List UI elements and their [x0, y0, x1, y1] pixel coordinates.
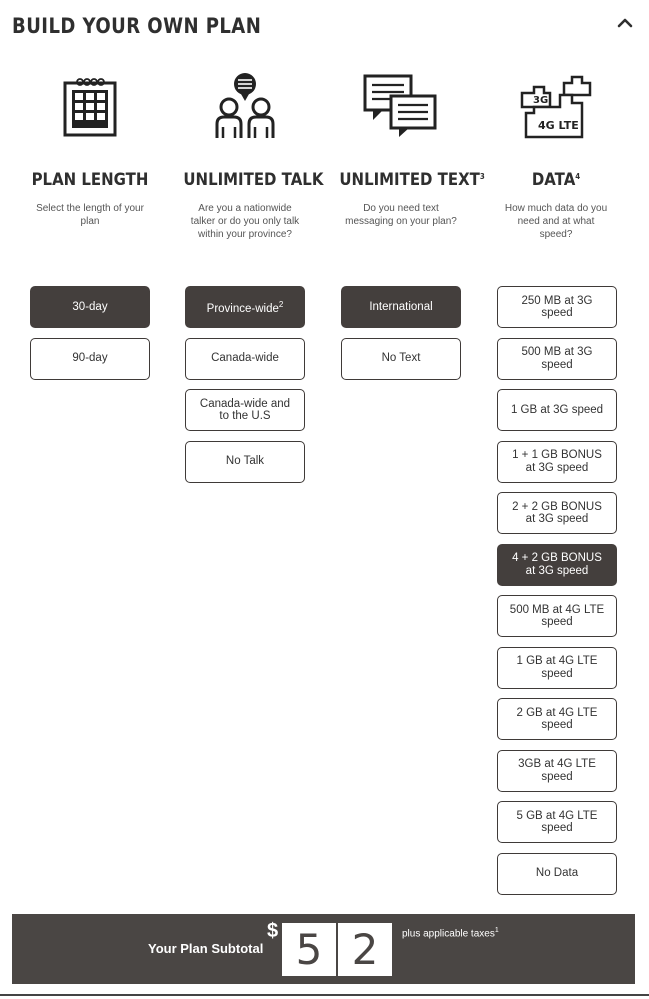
option-label: No Talk — [225, 455, 265, 468]
description-data: How much data do you need and at what speed? — [504, 203, 608, 240]
option-label: Province-wide — [206, 302, 279, 315]
option-unlimited-talk[interactable] — [185, 338, 305, 380]
calendar-icon — [62, 75, 118, 137]
heading-plan-length: PLAN LENGTH — [31, 170, 149, 190]
option-plan-length[interactable] — [30, 338, 150, 380]
column-unlimited-talk — [175, 68, 324, 241]
option-label: 250 MB at 3G speed — [521, 294, 593, 319]
options-data — [497, 286, 617, 904]
option-label: 500 MB at 4G LTE speed — [509, 603, 605, 628]
header — [12, 14, 642, 38]
option-label: Canada-wide — [211, 352, 279, 365]
option-label: 5 GB at 4G LTE speed — [516, 809, 598, 834]
option-label: Canada-wide and to the U.S — [199, 397, 291, 422]
option-unlimited-text[interactable] — [341, 286, 461, 328]
subtotal-bar — [12, 914, 635, 984]
option-plan-length[interactable] — [30, 286, 150, 328]
option-label: 1 GB at 3G speed — [510, 403, 604, 416]
option-data[interactable] — [497, 750, 617, 792]
description-plan-length: Select the length of your plan — [36, 203, 144, 227]
description-unlimited-text: Do you need text messaging on your plan? — [345, 203, 457, 227]
column-unlimited-text — [331, 68, 485, 228]
option-data[interactable] — [497, 544, 617, 586]
option-label: No Text — [381, 352, 421, 365]
option-label: 2 + 2 GB BONUS at 3G speed — [512, 500, 602, 525]
option-unlimited-talk[interactable] — [185, 389, 305, 431]
option-data[interactable] — [497, 338, 617, 380]
column-plan-length — [20, 68, 160, 228]
option-label: International — [369, 300, 433, 313]
option-label: No Data — [535, 867, 579, 880]
option-data[interactable] — [497, 647, 617, 689]
heading-unlimited-text: UNLIMITED TEXT$^3$ — [339, 170, 485, 190]
option-label: 4 + 2 GB BONUS at 3G speed — [512, 552, 602, 577]
option-label: 500 MB at 3G speed — [521, 346, 593, 371]
subtotal-digit: 2 — [338, 923, 392, 976]
chevron-up-icon[interactable] — [614, 12, 636, 34]
network-speed-icon — [520, 73, 592, 139]
people-talking-icon — [213, 72, 277, 140]
option-unlimited-talk[interactable] — [185, 286, 305, 328]
option-unlimited-text[interactable] — [341, 338, 461, 380]
option-data[interactable] — [497, 853, 617, 895]
heading-data: DATA$^4$ — [531, 170, 581, 190]
column-data — [486, 68, 626, 241]
heading-unlimited-talk: UNLIMITED TALK — [183, 170, 324, 190]
option-label: 90-day — [72, 352, 108, 365]
option-label: 2 GB at 4G LTE speed — [516, 706, 598, 731]
option-label: 30-day — [72, 300, 108, 313]
page-title: BUILD YOUR OWN PLAN — [12, 14, 262, 38]
option-unlimited-talk[interactable] — [185, 441, 305, 483]
currency-symbol: $ — [267, 920, 279, 942]
option-footnote: 2 — [278, 299, 284, 309]
icon-label-3g: 3G — [533, 95, 549, 106]
option-data[interactable] — [497, 595, 617, 637]
option-label: 1 + 1 GB BONUS at 3G speed — [512, 449, 602, 474]
option-data[interactable] — [497, 698, 617, 740]
options-unlimited-talk — [185, 286, 305, 492]
option-data[interactable] — [497, 389, 617, 431]
subtotal-label: Your Plan Subtotal — [148, 941, 264, 956]
option-label: 3GB at 4G LTE speed — [518, 758, 596, 783]
description-unlimited-talk: Are you a nationwide talker or do you only talk within your province? — [190, 203, 300, 240]
options-plan-length — [30, 286, 150, 389]
icon-label-4g-lte: 4G LTE — [538, 119, 579, 132]
option-label: 1 GB at 4G LTE speed — [516, 655, 598, 680]
option-data[interactable] — [497, 441, 617, 483]
chat-bubbles-icon — [363, 74, 439, 138]
subtotal-digit: 5 — [282, 923, 336, 976]
options-unlimited-text — [341, 286, 461, 389]
option-data[interactable] — [497, 801, 617, 843]
taxes-note: plus applicable taxes$^1$ — [402, 927, 499, 940]
option-data[interactable] — [497, 286, 617, 328]
bottom-divider — [0, 994, 649, 996]
option-data[interactable] — [497, 492, 617, 534]
